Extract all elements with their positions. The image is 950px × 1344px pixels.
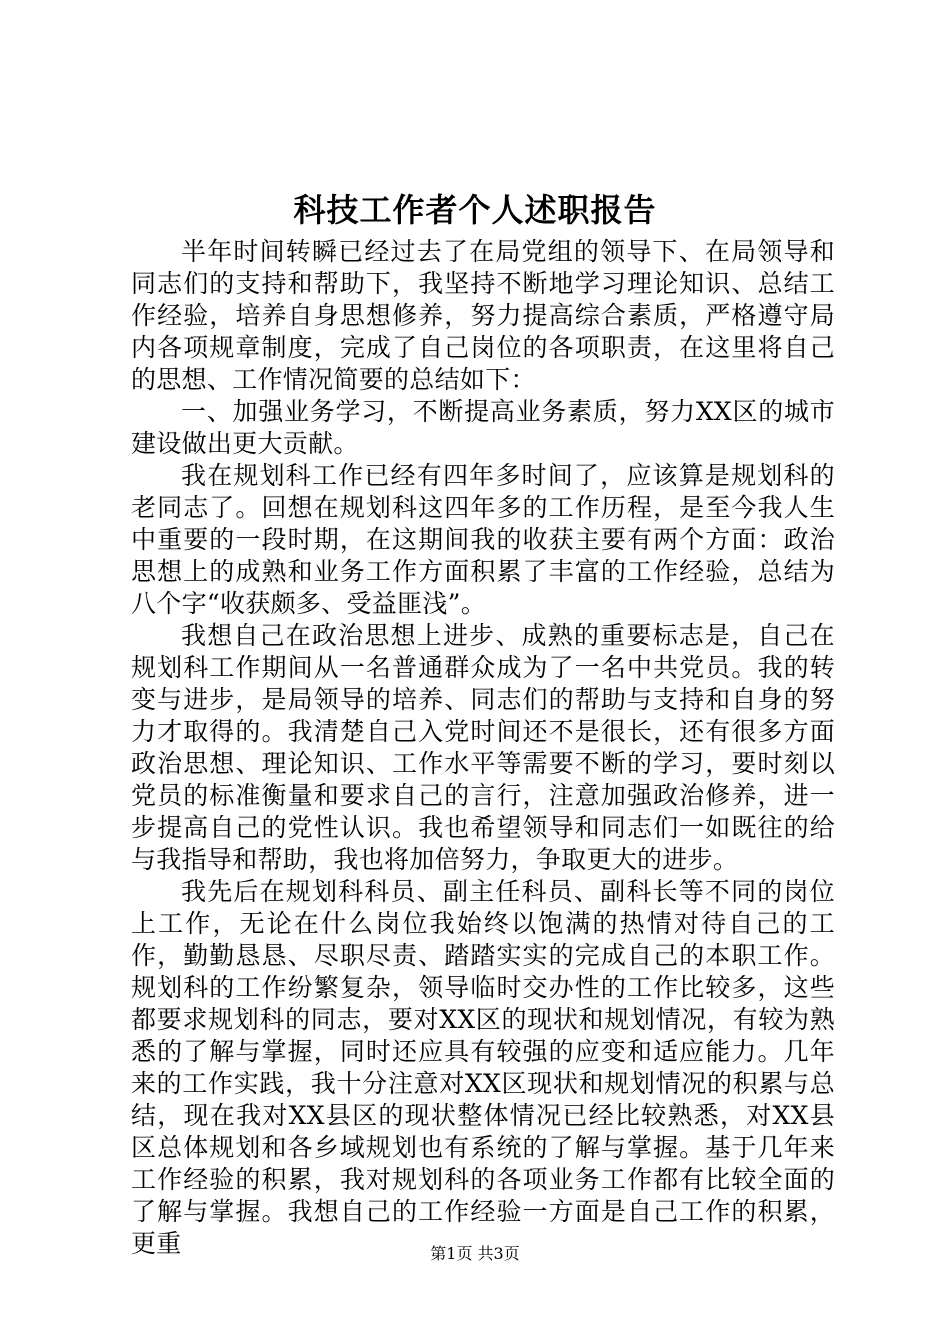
document-body [131, 236, 835, 1260]
paragraph-intro: 半年时间转瞬已经过去了在局党组的领导下、在局领导和同志们的支持和帮助下，我坚持不断地学习理论知识、总结工作经验，培养自身思想修养，努力提高综合素质，严格遵守局内各项规章制度，完成了自己岗位的各项职责，在这里将自己的思想、工作情况简要的总结如下： [131, 237, 835, 394]
page-footer: 第1页 共3页 [430, 1244, 520, 1263]
paragraph-political-growth: 我想自己在政治思想上进步、成熟的重要标志是，自己在规划科工作期间从一名普通群众成为了一名中共党员。我的转变与进步，是局领导的培养、同志们的帮助与支持和自身的努力才取得的。我清楚自己入党时间还不是很长，还有很多方面政治思想、理论知识、工作水平等需要不断的学习，要时刻以党员的标准衡量和要求自己的言行，注意加强政治修养，进一步提高自己的党性认识。我也希望领导和同志们一如既往的给与我指导和帮助，我也将加倍努力，争取更大的进步。 [131, 621, 835, 874]
paragraph-section-heading: 一、加强业务学习，不断提高业务素质，努力XX区的城市建设做出更大贡献。 [131, 397, 835, 458]
document-title: 科技工作者个人述职报告 [293, 191, 657, 229]
paragraph-experience: 我在规划科工作已经有四年多时间了，应该算是规划科的老同志了。回想在规划科这四年多的工作历程，是至今我人生中重要的一段时期，在这期间我的收获主要有两个方面：政治思想上的成熟和业务工作方面积累了丰富的工作经验，总结为八个字“收获颇多、受益匪浅”。 [131, 461, 835, 618]
paragraph-work-positions: 我先后在规划科科员、副主任科员、副科长等不同的岗位上工作，无论在什么岗位我始终以饱满的热情对待自己的工作，勤勤恳恳、尽职尽责、踏踏实实的完成自己的本职工作。规划科的工作纷繁复杂，领导临时交办性的工作比较多，这些都要求规划科的同志，要对XX区的现状和规划情况，有较为熟悉的了解与掌握，同时还应具有较强的应变和适应能力。几年来的工作实践，我十分注意对XX区现状和规划情况的积累与总结，现在我对XX县区的现状整体情况已经比较熟悉，对XX县区总体规划和各乡域规划也有系统的了解与掌握。基于几年来工作经验的积累，我对规划科的各项业务工作都有比较全面的了解与掌握。我想自己的工作经验一方面是自己工作的积累，更重 [131, 877, 835, 1258]
